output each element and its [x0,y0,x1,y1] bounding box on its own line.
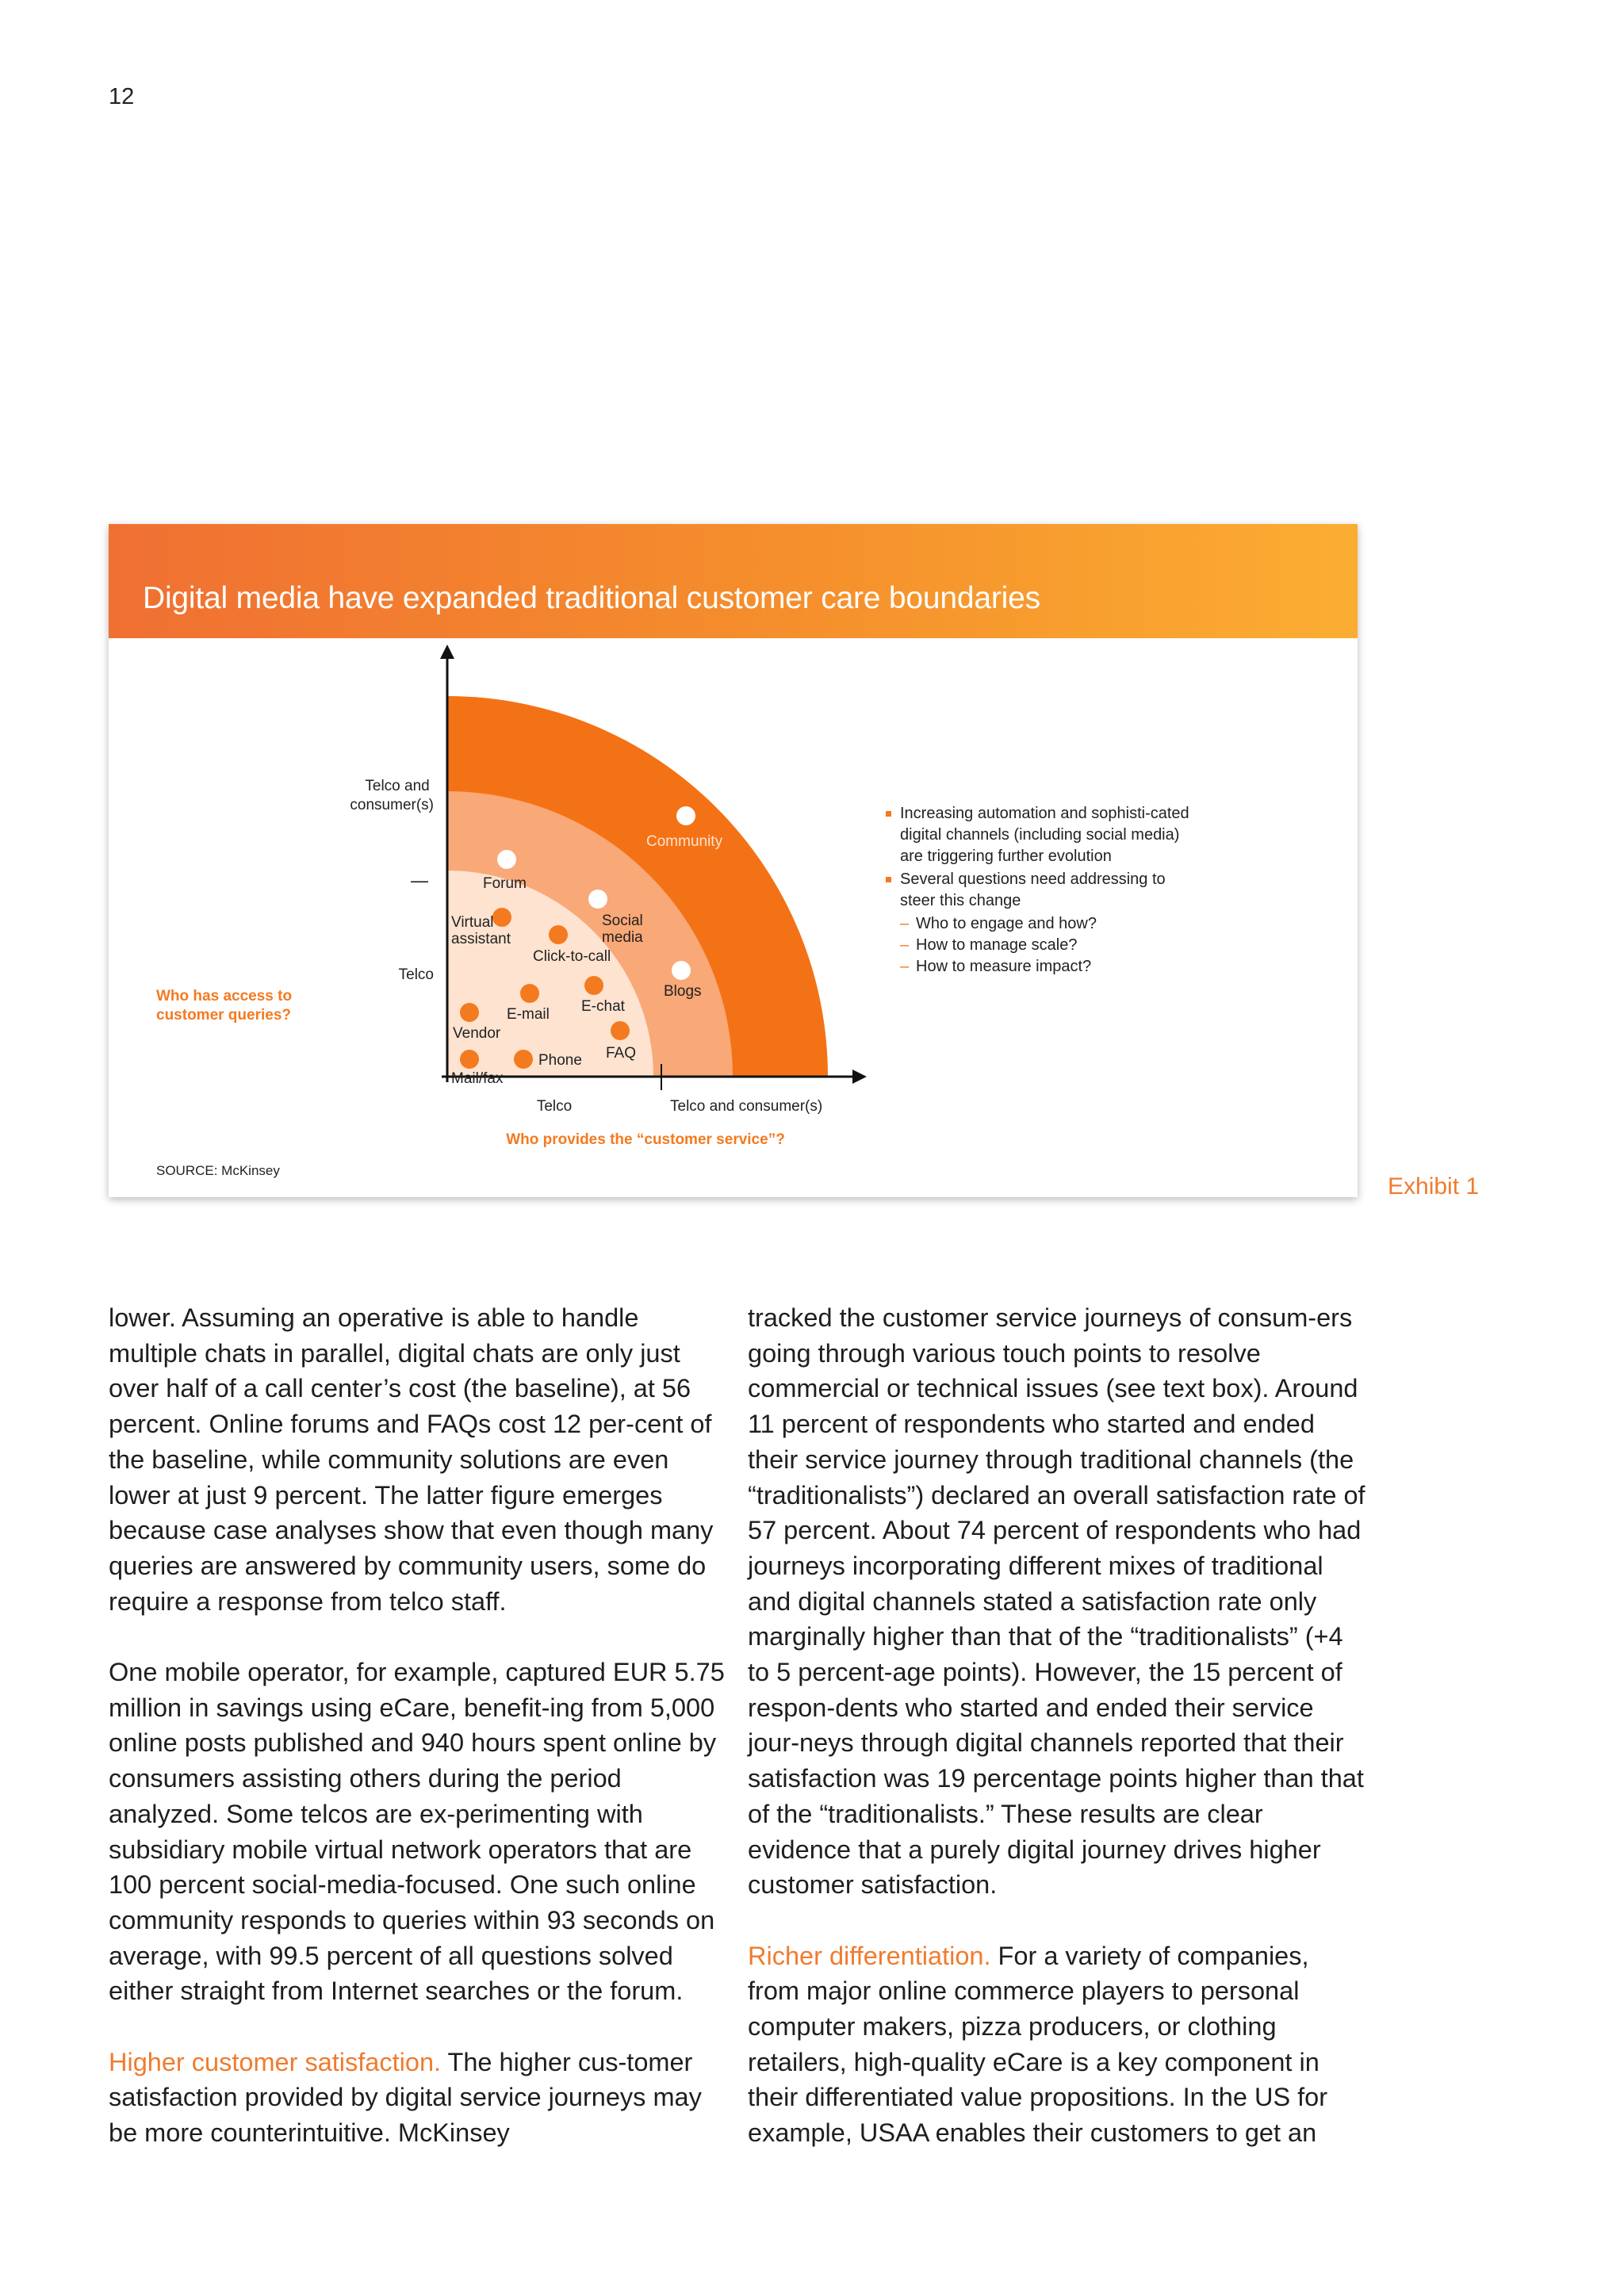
bullet-item [886,869,1203,912]
phone-point [514,1050,533,1069]
exhibit-label: Exhibit 1 [1388,1173,1480,1200]
paragraph: One mobile operator, for example, captured EUR 5.75 million in savings using eCare, benefit-ing from 5,000 online posts published and 940 hours spent online by consumers assisting others during the period analyzed. Some telcos are ex-perimenting with subsidiary mobile virtual network operators that are 100 percent social-media-focused. One such online community responds to queries within 93 seconds on average, with 99.5 percent of all questions solved either straight from Internet searches or the forum. [109,1658,725,2006]
paragraph-text: For a variety of companies, from major online commerce players to personal computer makers, pizza producers, or clothing retailers, high-quality eCare is a key component in their differentiated value propositions. In the US for example, USAA enables their customers to get an [748,1941,1328,2148]
community-point [676,806,695,825]
section-heading: Richer differentiation. [748,1941,991,1970]
social-media-point [588,890,607,909]
faq-point [611,1021,630,1040]
x-axis-title: Who provides the “customer service”? [506,1131,785,1148]
mail-fax-point [460,1050,479,1069]
y-axis-arrow [440,645,454,659]
paragraph: lower. Assuming an operative is able to handle multiple chats in parallel, digital chats are only just over half of a call center’s cost (the baseline), at 56 percent. Online forums and FAQs cost 12 per-cent of the baseline, while community solutions are even lower at just 9 percent. The latter figure emerges because case analyses show that even though many queries are answered by community users, some do require a response from telco staff. [109,1303,714,1616]
sub-bullet-text: How to manage scale? [916,936,1078,954]
bullet-text: Increasing automation and sophisti-cated digital channels (including social media) are triggering further evolution [900,805,1189,865]
sub-bullet-item [886,913,1203,935]
sub-bullet-text: How to measure impact? [916,958,1092,975]
dash-icon: – [900,936,910,954]
email-label: E-mail [507,1006,550,1023]
email-point [520,984,539,1003]
vendor-point [460,1003,479,1022]
exhibit-card [109,524,1358,1197]
mail-fax-label: Mail/fax [451,1070,504,1087]
exhibit-title: Digital media have expanded traditional customer care boundaries [143,581,1040,615]
bullet-square-icon [886,811,891,817]
section-heading: Higher customer satisfaction. [109,2047,442,2076]
y-tick-bottom: Telco [398,966,434,983]
x-tick-left: Telco [536,1098,573,1115]
forum-label: Forum [483,875,527,892]
paragraph [748,1938,1366,2151]
community-label: Community [646,833,723,850]
click-to-call-point [549,925,568,944]
bullet-text: Several questions need addressing to steer this change [900,871,1166,909]
bullet-item [886,803,1203,867]
x-axis-arrow [852,1070,867,1084]
paragraph [109,2045,727,2151]
vendor-label: Vendor [453,1025,501,1042]
social-media-label: Social media [602,913,643,946]
blogs-point [672,961,691,980]
body-column-right [748,1300,1366,2187]
sub-bullet-item [886,956,1203,978]
echat-point [584,976,603,995]
click-to-call-label: Click-to-call [533,948,611,965]
y-axis-title: Who has access to customer queries? [156,988,293,1024]
paragraph-text: The higher cus-tomer satisfaction provided by digital service journeys may be more counterintuitive. McKinsey [109,2047,702,2148]
y-tick-top: Telco and consumer(s) [350,778,434,813]
body-column-left [109,1300,727,2187]
virtual-assistant-label: Virtual assistant [451,914,511,947]
dash-icon: – [900,958,910,975]
dash-icon: – [900,915,910,932]
page-number: 12 [109,84,135,109]
y-axis-divider: — [411,871,428,890]
phone-label: Phone [538,1052,582,1069]
bullet-square-icon [886,877,891,882]
exhibit-source: SOURCE: McKinsey [156,1163,280,1178]
exhibit-bullet-list [886,803,1203,978]
forum-point [497,850,516,869]
exhibit-header [109,524,1358,638]
x-tick-right: Telco and consumer(s) [670,1098,823,1115]
sub-bullet-text: Who to engage and how? [916,915,1097,932]
sub-bullet-item [886,935,1203,956]
faq-label: FAQ [606,1045,637,1062]
echat-label: E-chat [581,998,625,1015]
blogs-label: Blogs [664,983,702,1000]
paragraph: tracked the customer service journeys of consum-ers going through various touch points to resolve commercial or technical issues (see text box). Around 11 percent of respondents who started and ended their service journey through traditional channels (the “traditionalists”) declared an overall satisfaction rate of 57 percent. About 74 percent of respondents who had journeys incorporating different mixes of traditional and digital channels stated a satisfaction rate only marginally higher than that of the “traditionalists” (+4 to 5 percent-age points). However, the 15 percent of respon-dents who started and ended their service jour-neys through digital channels reported that their satisfaction was 19 percentage points higher than that of the “traditionalists.” These results are clear evidence that a purely digital journey drives higher customer satisfaction. [748,1303,1365,1900]
